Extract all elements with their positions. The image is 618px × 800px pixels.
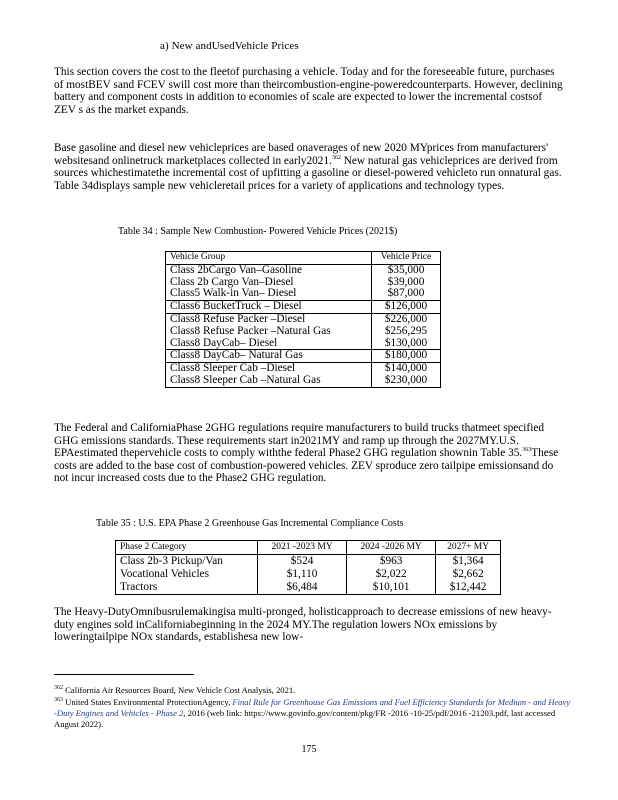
footnote-divider (54, 674, 194, 675)
table34 (165, 251, 441, 388)
cell-cost: $6,484 (258, 581, 347, 595)
paragraph-phase2 (54, 422, 566, 485)
cell-group: Class 2b Cargo Van–Diesel (170, 275, 294, 288)
column-header: Phase 2 Category (116, 541, 258, 555)
table-row (166, 326, 441, 338)
cell-price: $35,000 (372, 264, 441, 276)
paragraph-text: Base gasoline and diesel new vehicleprices are based onaverages of new 2020 MYprices from manufacturers' websitesand onlinetruck marketplaces collected in early2021. (54, 142, 549, 167)
cell-group: Class8 Refuse Packer –Natural Gas (170, 324, 331, 337)
cell-category: Vocational Vehicles (120, 568, 209, 580)
cell-cost: $2,022 (347, 568, 436, 581)
table-row (116, 581, 501, 595)
cell-cost: $963 (347, 555, 436, 569)
footnote-text: , 2016 (web link: https://www.govinfo.gov/content/pkg/FR -2016 -10-25/pdf/2016 -21203.pdf, last accessed August 2022). (54, 708, 556, 729)
table-row (166, 350, 441, 363)
cell-price: $130,000 (372, 338, 441, 350)
cell-price: $226,000 (372, 313, 441, 325)
cell-group: Class8 Refuse Packer –Diesel (166, 313, 372, 325)
footnote-ref[interactable]: 362 (331, 154, 341, 161)
cell-group: Class8 DayCab– Natural Gas (166, 350, 372, 363)
footnote-ref[interactable]: 363 (522, 447, 532, 454)
table-row (166, 375, 441, 387)
cell-group: Class8 Sleeper Cab –Diesel (166, 363, 372, 375)
cell-cost: $1,110 (258, 568, 347, 581)
cell-cost: $524 (258, 555, 347, 569)
cell-price: $39,000 (372, 277, 441, 289)
cell-price: $140,000 (372, 363, 441, 375)
table-row (116, 555, 501, 569)
table-row (166, 301, 441, 314)
table-row (166, 288, 441, 300)
cell-price: $87,000 (372, 288, 441, 300)
column-header: Vehicle Group (166, 252, 372, 265)
cell-category: Tractors (120, 581, 158, 593)
footnote-link-title[interactable]: Final Rule for Greenhouse Gas Emissions and Fuel Efficiency Standards for Medium - and Heavy -Duty Engines and Vehicles - Phase 2 (54, 697, 571, 718)
paragraph-intro: This section covers the cost to the fleetof purchasing a vehicle. Today and for the foreseeable future, purchases of mostBEV sand FCEV swill cost more than theircombustion-engine-poweredcounterparts. However, declining battery and component costs in addition to economies of scale are expected to lower the incremental costsof ZEV s as the market expands. (54, 66, 563, 116)
cell-cost: $1,364 (436, 555, 501, 569)
paragraph-text: The Federal and CaliforniaPhase 2GHG regulations require manufacturers to build trucks thatmeet specified GHG emissions standards. These requirements start in2021MY and ramp up through the 2027MY.U.S. EPAestimated thepervehicle costs to comply withthe federal Phase2 GHG regulation shownin Table 35. (54, 422, 544, 460)
cell-cost: $10,101 (347, 581, 436, 595)
paragraph-omnibus: The Heavy-DutyOmnibusrulemakingisa multi-pronged, holisticapproach to decrease emissions of new heavy-duty engines sold inCaliforniabeginning in the 2024 MY.The regulation lowers NOx emissions by loweringtailpipe NOx standards, establishesa new low- (54, 606, 552, 644)
table-row (116, 568, 501, 581)
footnote-text: California Air Resources Board, New Vehicle Cost Analysis, 2021. (63, 685, 296, 695)
paragraph-text: These costs are added to the base cost of combustion-powered vehicles. ZEV sproduce zero tailpipe emissionsand do not incur increased costs due to the Phase2 GHG regulation. (54, 447, 559, 485)
cell-group: Class 2bCargo Van–Gasoline (170, 263, 302, 276)
table-header-row (116, 541, 501, 555)
table-row (166, 264, 441, 276)
footnote-363 (54, 697, 574, 730)
table34-caption: Table 34 : Sample New Combustion- Powered Vehicle Prices (2021$) (118, 226, 398, 237)
footnote-number: 363 (54, 697, 63, 704)
footnote-text: United States Environmental ProtectionAgency, (63, 697, 233, 707)
cell-cost: $12,442 (436, 581, 501, 595)
column-header: 2024 -2026 MY (347, 541, 436, 555)
section-heading: a) New andUsedVehicle Prices (160, 40, 299, 52)
column-header: 2027+ MY (436, 541, 501, 555)
table35-caption: Table 35 : U.S. EPA Phase 2 Greenhouse Gas Incremental Compliance Costs (96, 518, 404, 529)
cell-group: Class8 Sleeper Cab –Natural Gas (166, 375, 372, 387)
cell-group: Class6 BucketTruck – Diesel (166, 301, 372, 314)
table35 (115, 540, 501, 595)
cell-category: Class 2b-3 Pickup/Van (120, 555, 223, 567)
cell-price: $256,295 (372, 326, 441, 338)
column-header: Vehicle Price (372, 252, 441, 265)
footnote-362 (54, 685, 574, 696)
cell-cost: $2,662 (436, 568, 501, 581)
paragraph-base-prices (54, 142, 566, 192)
cell-price: $230,000 (372, 375, 441, 387)
page-number: 175 (301, 744, 317, 755)
table-row (166, 313, 441, 325)
cell-price: $180,000 (372, 350, 441, 363)
paragraph-text: New natural gas vehicleprices are derived from sources whichestimatethe incremental cost of upfitting a gasoline or diesel-powered vehicleto run onnatural gas. Table 34displays sample new vehicleretail prices for a variety of applications and technology types. (54, 154, 562, 192)
column-header: 2021 -2023 MY (258, 541, 347, 555)
table-header-row (166, 252, 441, 265)
cell-group: Class8 DayCab– Diesel (170, 336, 278, 349)
cell-group: Class5 Walk-in Van– Diesel (170, 287, 297, 300)
footnote-number: 362 (54, 685, 63, 692)
cell-price: $126,000 (372, 301, 441, 314)
table-row (166, 338, 441, 350)
